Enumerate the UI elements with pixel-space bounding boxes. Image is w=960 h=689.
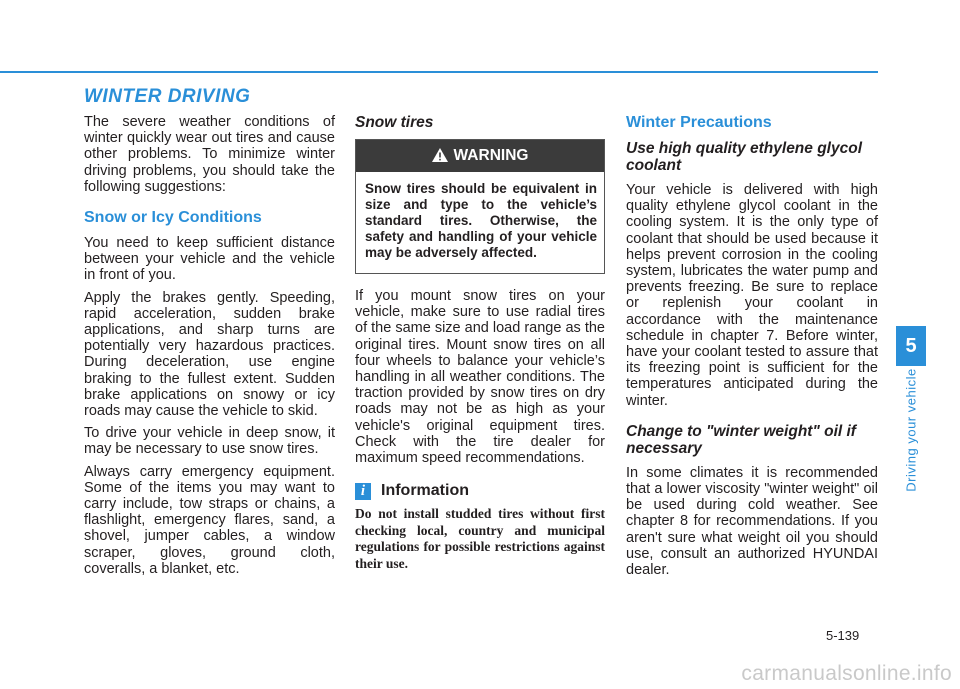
column-3 [626,114,878,584]
warning-text: Snow tires should be equivalent in size and type to the vehicle’s standard tires. Otherwise, the safety and handling of your vehicle may be adversely affected. [365,181,597,260]
paragraph: In some climates it is recommended that a lower viscosity "winter weight" oil be used during cold weather. See chapter 8 for recommendations. If you aren't sure what weight oil you should use, consult an authorized HYUNDAI dealer. [626,464,878,579]
paragraph: You need to keep sufficient distance between your vehicle and the vehicle in front of you. [84,235,335,284]
page-title: WINTER DRIVING [84,86,251,107]
intro-paragraph: The severe weather conditions of winter quickly wear out tires and cause other problems. To minimize winter driving problems, you should take the following suggestions: [84,114,335,195]
warning-header [356,140,604,172]
paragraph: To drive your vehicle in deep snow, it may be necessary to use snow tires. [84,425,335,458]
warning-label: WARNING [453,147,529,164]
subheading-coolant: Use high quality ethylene glycol coolant [626,140,862,174]
information-icon: i [355,483,371,500]
section-heading-snow-tires: Snow tires [355,114,434,131]
chapter-label: Driving your vehicle [903,368,919,492]
information-header [355,482,605,500]
warning-box [355,139,605,274]
top-rule [0,71,878,73]
watermark: carmanualsonline.info [741,662,952,685]
column-2 [355,114,605,572]
page-number: 5-139 [826,628,860,643]
section-heading-snow-icy: Snow or Icy Conditions [84,209,262,227]
paragraph: Your vehicle is delivered with high quality ethylene glycol coolant in the cooling system. It is the only type of coolant that should be used because it helps prevent corrosion in the cooling system, lubricates the water pump and prevents freezing. Be sure to replace or replenish your coolant in accordance with the maintenance schedule in chapter 7. Before winter, have your coolant tested to assure that its freezing point is sufficient for the temperatures anticipated during the winter. [626,182,878,409]
paragraph: If you mount snow tires on your vehicle, make sure to use radial tires of the same size and load range as the original tires. Mount snow tires on all four wheels to balance your vehicle’s handling in all weather conditions. The traction provided by snow tires on dry roads may not be as high as your vehicle's original equipment tires. Check with the tire dealer for maximum speed recommendations. [355,288,605,467]
warning-triangle-icon [432,148,448,162]
column-1 [84,114,335,583]
information-text: Do not install studded tires without first checking local, country and municipal regulations for possible restrictions against their use. [355,506,605,571]
information-label: Information [381,482,469,500]
section-heading-winter-precautions: Winter Precautions [626,114,772,131]
subheading-oil: Change to "winter weight" oil if necessary [626,422,856,457]
paragraph: Apply the brakes gently. Speeding, rapid acceleration, sudden brake applications, and sharp turns are potentially very hazardous practices. During deceleration, use engine braking to the fullest extent. Sudden brake applications on snowy or icy roads may cause the vehicle to skid. [84,289,335,420]
chapter-tab: 5 [896,326,926,366]
paragraph: Always carry emergency equipment. Some of the items you may want to carry include, tow straps or chains, a flashlight, emergency flares, sand, a shovel, jumper cables, a window scraper, gloves, ground cloth, coveralls, a blanket, etc. [84,463,335,577]
